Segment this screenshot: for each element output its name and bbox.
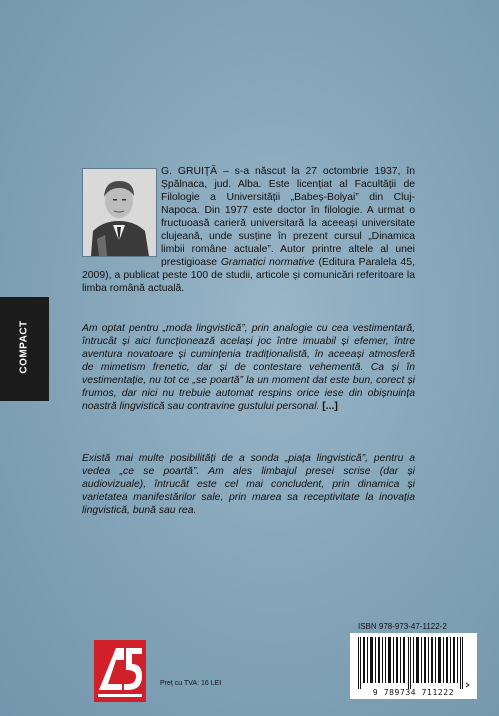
price-label: Preț cu TVA: 16 LEI [160,680,222,687]
bio-text-2: (Editura Paralela 45, 2009), a publicat peste 100 de studii, articole și comunicări referitoare la limba română actuală. [82,257,415,294]
excerpt-paragraph-1 [82,322,415,413]
paralela-45-logo-icon [94,640,146,702]
barcode-digits: 9 789734 711222 [372,688,455,697]
barcode-bars [350,633,477,689]
barcode [350,633,477,699]
excerpt-text-1: Am optat pentru „moda lingvistică”, prin analogie cu cea vestimentară, întrucât și aici funcționează același joc între imuabil și efemer, între aventura novatoare și cumințenia tradiționalistă, în aceeași atmosferă de mimetism frenetic, dar și de contestare vehementă. Ca și în vestimentație, nu tot ce „se poartă” la un moment dat este bun, corect și frumos, dar nici nu trebuie automat respins orice iese din obișnuința noastră lingvistică sau contravine gustului personal. [82,323,415,412]
author-bio [82,165,415,295]
series-spine-band [0,297,49,401]
author-name: G. GRUIȚĂ [161,166,218,177]
isbn-label: ISBN 978-973-47-1122-2 [358,622,447,631]
bio-book-title: Gramatici normative [220,257,315,268]
bio-text-1: – s-a născut la 27 octombrie 1937, în Șpălnaca, jud. Alba. Este licențiat al Facultății de Filologie a Universității „Babeș-Bolyai” din Cluj-Napoca. Din 1977 este doctor în filologie. A urmat o fructuoasă carieră universitară la aceeași universitate clujeană, unde susține în prezent cursul „Dinamica limbii române actuale”. Autor printre altele al unei prestigioase [161,166,415,268]
series-label: COMPACT [18,320,30,374]
excerpt-paragraph-2: Există mai multe posibilități de a sonda „piața lingvistică”, pentru a vedea „ce se poartă”. Am ales limbajul presei scrise (dar și audiovizuale), întrucât este cel mai concludent, prin dinamica și varietatea manifestărilor sale, prin marea sa receptivitate la inovația lingvistică, bună sau rea. [82,453,415,516]
publisher-logo [94,640,146,702]
excerpt-ellipsis: [...] [322,401,338,412]
photo-text-wrap [82,165,161,258]
